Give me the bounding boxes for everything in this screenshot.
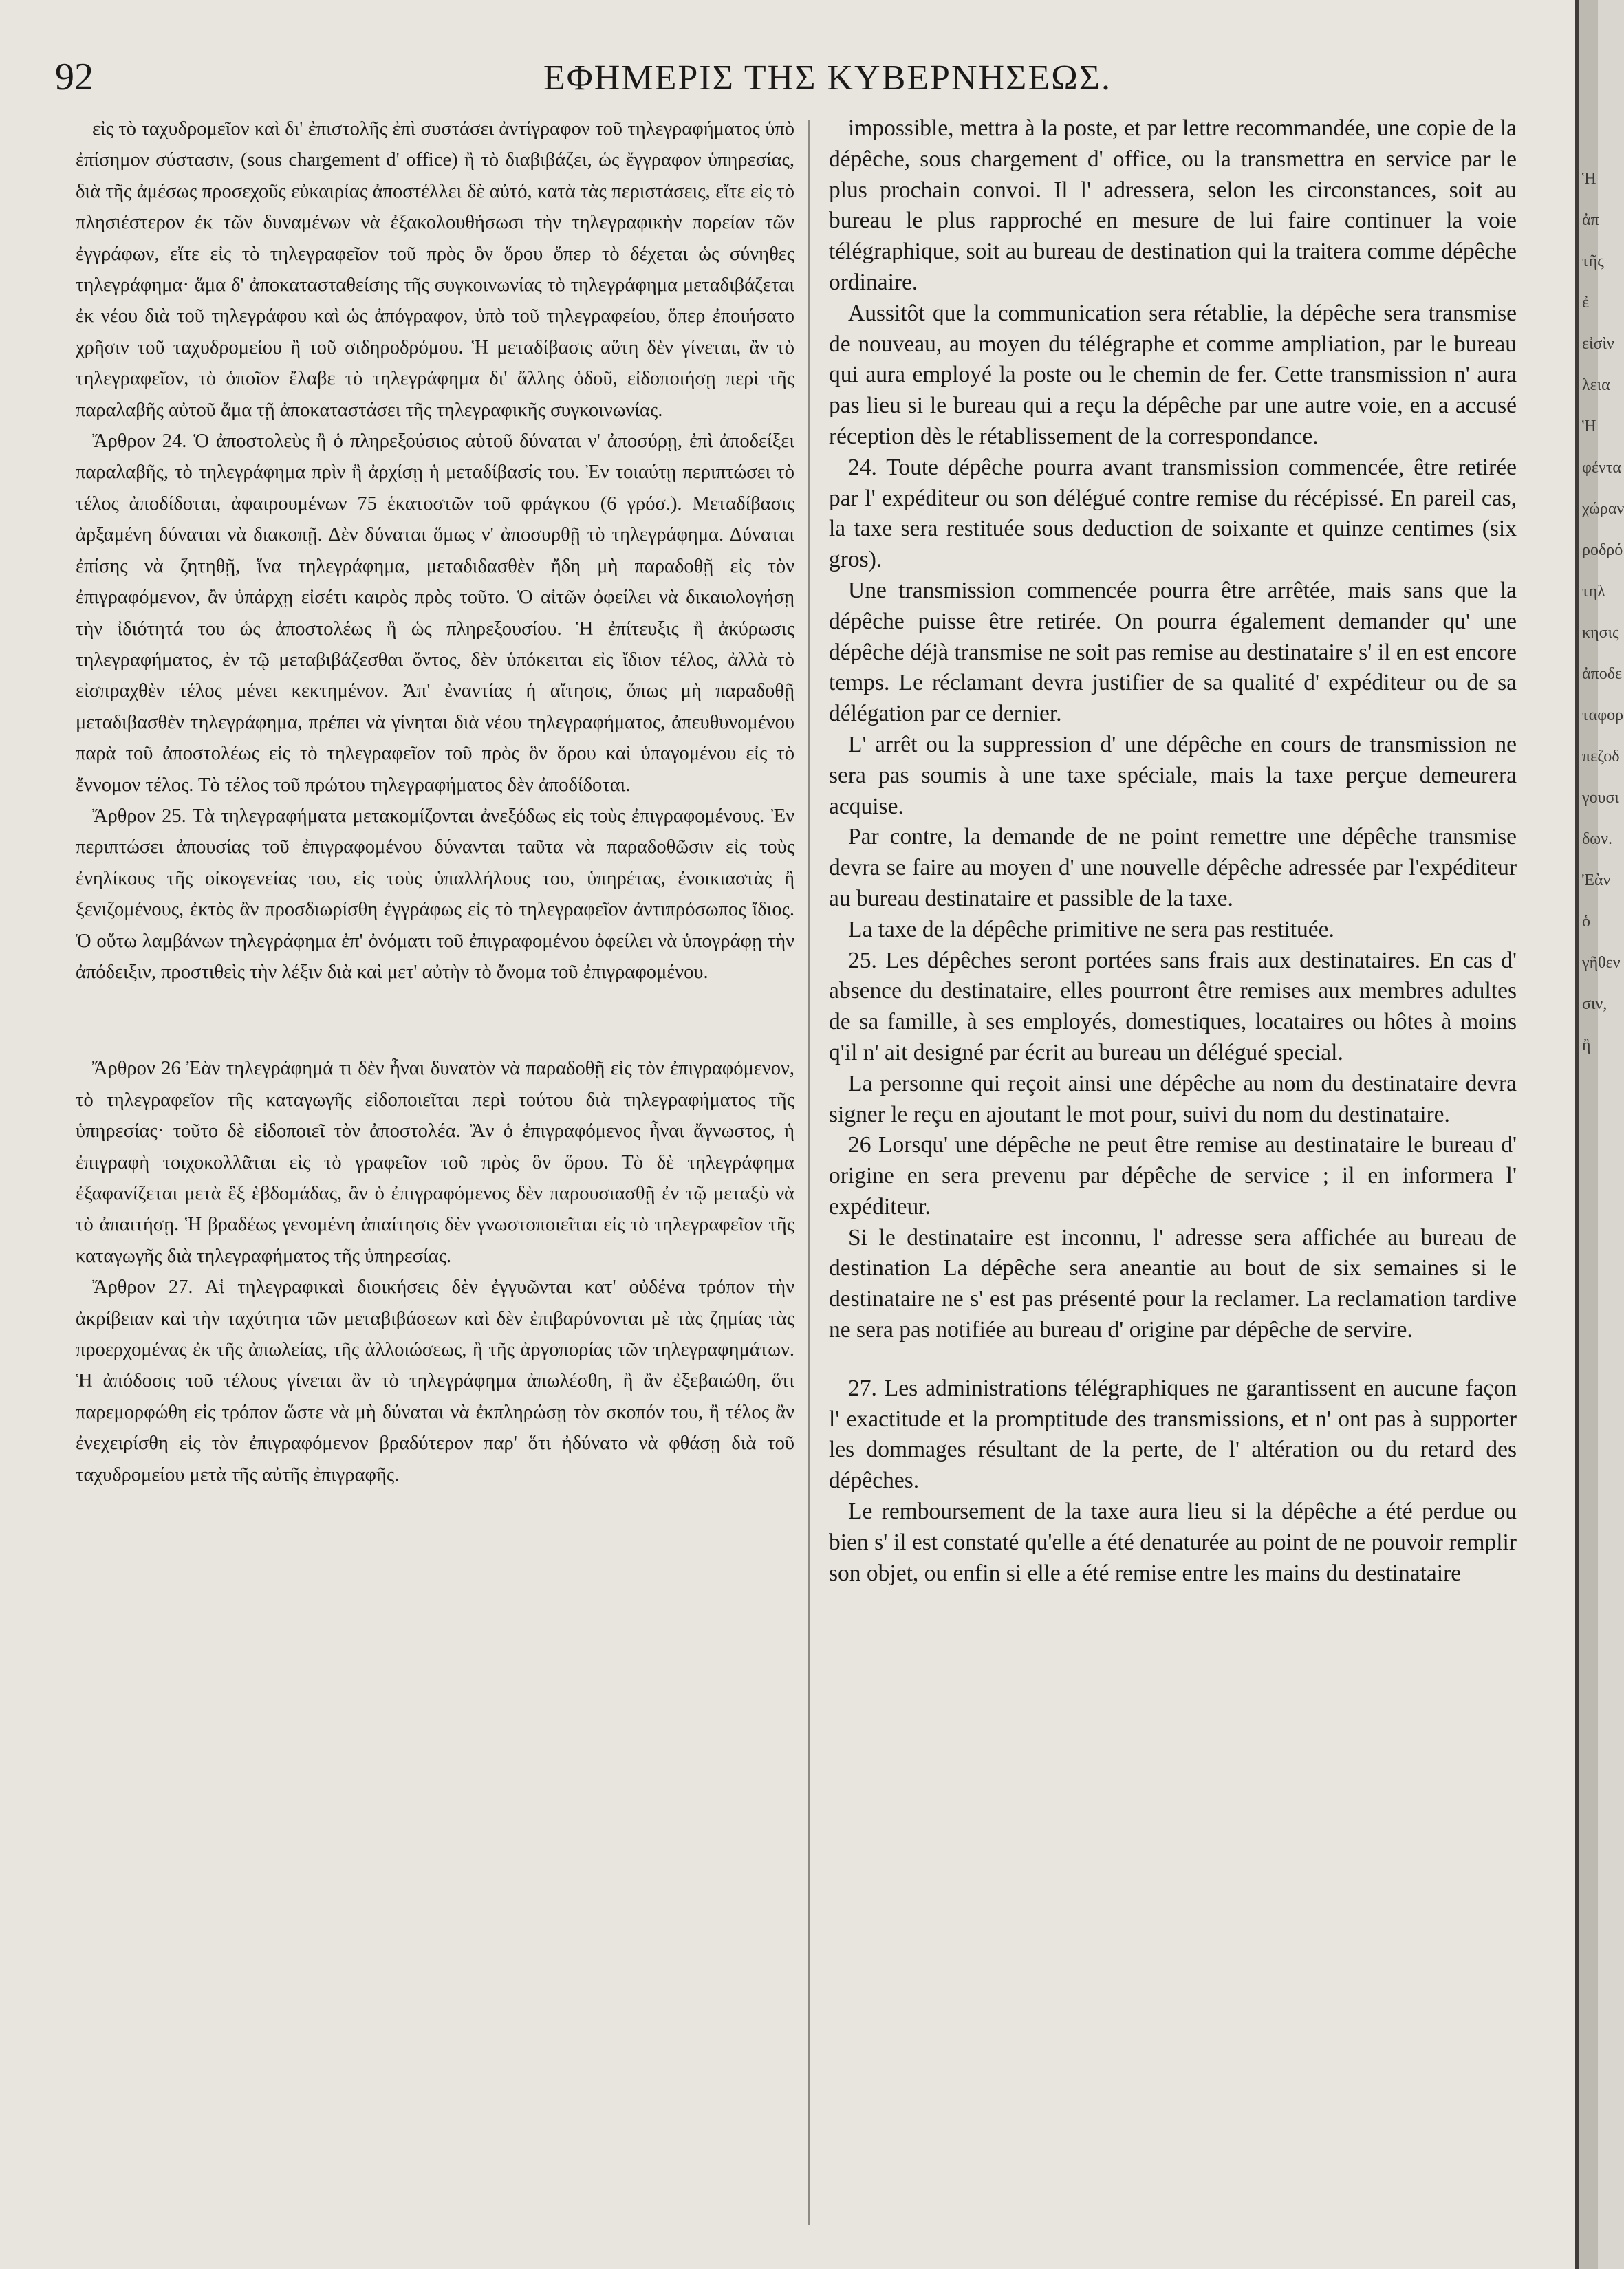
- french-paragraph-continuation: impossible, mettra à la poste, et par lettre recommandée, une copie de la dépêche, sous chargement d' office, ou la transmettra en service par le plus prochain convoi. Il l' adressera, selon les circonstances, soit au bureau le plus rapproché en mesure de lui faire continuer la voie télégraphique, soit au bureau de destination qui la traitera comme dépêche ordinaire.: [829, 116, 1517, 295]
- greek-article-25: Ἄρθρον 25. Τὰ τηλεγραφήματα μετακομίζονται ἀνεξόδως εἰς τοὺς ἐπιγραφομένους. Ἐν περιπτώσει ἀπουσίας τοῦ ἐπιγραφομένου δύνανται ταῦτα νὰ παραδοθῶσιν εἰς τοὺς ἐνηλίκους τῆς οἰκογενείας του, εἰς τοὺς ὑπαλλήλους του, ὑπηρέτας, ἐνοικιαστὰς ἢ ξενιζομένους, ἐκτὸς ἂν προσδιωρίσθη ἐγγράφως εἰς τὸ τηλεγραφεῖον ἀντιπρόσωπος ἴδιος. Ὁ οὕτω λαμβάνων τηλεγράφημα ἐπ' ὀνόματι τοῦ ἐπιγραφομένου ὀφείλει νὰ ὑπογράφῃ τὴν ἀπόδειξιν, προστιθεὶς τὴν λέξιν διὰ καὶ μετ' αὐτὴν τὸ ὄνομα τοῦ ἐπιγραφομένου.: [76, 805, 794, 983]
- neighbor-line: πεζοδ: [1582, 748, 1620, 766]
- greek-article-27: Ἄρθρον 27. Αἱ τηλεγραφικαὶ διοικήσεις δὲν ἐγγυῶνται κατ' οὐδένα τρόπον τὴν ἀκρίβειαν καὶ τὴν ταχύτητα τῶν μεταβιβάσεων καὶ δὲν ἐπιβαρύνονται μὲ τὰς ζημίας τὰς προερχομένας ἐκ τῆς ἀπωλείας, τῆς ἀλλοιώσεως, ἢ τῆς ἀργοπορίας τῶν τηλεγραφημάτων. Ἡ ἀπόδοσις τοῦ τέλους γίνεται ἂν τὸ τηλεγράφημα ἀπωλέσθη, ἢ ἂν ἐξεβαιώθη, ὅτι παρεμορφώθη εἰς τρόπον ὥστε νὰ μὴ δύναται νὰ ἐκπληρώσῃ τὸν σκοπόν του, ἢ τέλος ἂν ἐνεχειρίσθη εἰς τὸν ἐπιγραφόμενον βραδύτερον παρ' ὅτι ἠδύνατο νὰ φθάσῃ διὰ τοῦ ταχυδρομείου μετὰ τῆς αὐτῆς ἐπιγραφῆς.: [76, 1277, 794, 1486]
- french-paragraph: Le remboursement de la taxe aura lieu si la dépêche a été perdue ou bien s' il est constaté qu'elle a été denaturée au point de ne pouvoir remplir son objet, ou enfin si elle a été remise entre les mains du destinataire: [829, 1499, 1517, 1586]
- column-gap: [829, 1346, 1517, 1374]
- greek-article-26: Ἄρθρον 26 Ἐὰν τηλεγράφημά τι δὲν ἦναι δυνατὸν νὰ παραδοθῇ εἰς τὸν ἐπιγραφόμενον, τὸ τηλεγραφεῖον τῆς καταγωγῆς εἰδοποιεῖται περὶ τούτου διὰ τηλεγραφήματος τῆς ὑπηρεσίας· τοῦτο δὲ εἰδοποιεῖ τὸν ἀποστολέα. Ἂν ὁ ἐπιγραφόμενος ἦναι ἄγνωστος, ἡ ἐπιγραφὴ τοιχοκολλᾶται εἰς τὸ γραφεῖον τοῦ πρὸς ὃν ὅρου. Τὸ δὲ τηλεγράφημα ἐξαφανίζεται μετὰ ἓξ ἑβδομάδας, ἂν ὁ ἐπιγραφόμενος δὲν παρουσιασθῇ ἐν τῷ μεταξὺ νὰ τὸ ἀπαιτήσῃ. Ἡ βραδέως γενομένη ἀπαίτησις δὲν γνωστοποιεῖται εἰς τὸ τηλεγραφεῖον τῆς καταγωγῆς διὰ τηλεγραφήματος τῆς ὑπηρεσίας.: [76, 1058, 794, 1267]
- french-paragraph: Par contre, la demande de ne point remettre une dépêche transmise devra se faire au moyen d' une nouvelle dépêche adressée par l'expéditeur au bureau destinataire et passible de la taxe.: [829, 824, 1517, 911]
- running-title: ΕΦΗΜΕΡΙΣ ΤΗΣ ΚΥΒΕΡΝΗΣΕΩΣ.: [543, 58, 1112, 98]
- neighbor-line: ἀποδε: [1582, 665, 1623, 683]
- neighbor-line: σιν, ἢ: [1582, 995, 1607, 1054]
- greek-article-24: Ἄρθρον 24. Ὁ ἀποστολεὺς ἢ ὁ πληρεξούσιος αὐτοῦ δύναται ν' ἀποσύρῃ, ἐπὶ ἀποδείξει παραλαβῆς, τὸ τηλεγράφημα πρὶν ἢ ἀρχίσῃ ἡ μεταδίβασίς του. Ἐν τοιαύτῃ περιπτώσει τὸ τέλος ἀποδίδοται, ἀφαιρουμένων 75 ἑκατοστῶν τοῦ φράγκου (6 γρόσ.). Μεταδίβασις ἀρξαμένη δύναται νὰ διακοπῇ. Δὲν δύναται ὅμως ν' ἀποσυρθῇ τὸ τηλεγράφημα. Δύναται ἐπίσης νὰ ζητηθῇ, ἵνα τηλεγράφημα, μεταδιδασθὲν ἤδη μὴ παραδοθῇ εἰς τὸν ἐπιγραφόμενον, ἂν ὑπάρχῃ εἰσέτι καιρὸς πρὸς τοῦτο. Ὁ αἰτῶν ὀφείλει νὰ δικαιολογήσῃ τὴν ἰδιότητά του ὡς ἀποστολέως ἢ ὡς πληρεξουσίου. Ἡ ἐπίτευξις ἢ ἀκύρωσις τηλεγραφήματος, ἐν τῷ μεταβιβάζεσθαι ὄντος, δὲν ὑπόκειται εἰς ἴδιον τέλος, ἀλλὰ τὸ εἰσπραχθὲν τέλος μένει κεκτημένον. Ἀπ' ἐναντίας ἡ αἴτησις, ὅπως μὴ παραδοθῇ μεταδιβασθὲν τηλεγράφημα, πρέπει νὰ γίνηται διὰ νέου τηλεγραφήματος, ἀπευθυνομένου παρὰ τοῦ ἀποστολέως εἰς τὸ τηλεγραφεῖον τοῦ πρὸς ὃν ὅρου καὶ ὑπαγομένου εἰς τὸ ἔννομον τέλος. Τὸ τέλος τοῦ πρώτου τηλεγραφήματος δὲν ἀποδίδοται.: [76, 431, 794, 796]
- column-gap: [76, 988, 794, 1053]
- french-column: [829, 113, 1517, 2239]
- french-paragraph: La personne qui reçoit ainsi une dépêche au nom du destinataire devra signer le reçu en ajoutant le mot pour, suivi du nom du destinataire.: [829, 1070, 1517, 1127]
- french-article-24: 24. Toute dépêche pourra avant transmission commencée, être retirée par l' expéditeur ou son délégué contre remise du récépissé. En pareil cas, la taxe sera restituée sous deduction de soixante et quinze centimes (six gros).: [829, 454, 1517, 573]
- page-number: 92: [55, 56, 94, 98]
- neighbor-line: Ἡ ἀπ: [1582, 170, 1599, 229]
- page-header: [0, 48, 1575, 124]
- neighbor-line: φέντα: [1582, 459, 1621, 477]
- french-paragraph: Aussitôt que la communication sera rétablie, la dépêche sera transmise de nouveau, au moyen du télégraphe et comme ampliation, par le bureau qui aura employé la poste ou le chemin de fer. Cette transmission n' aura pas lieu si le bureau qui a reçu la dépêche par une autre voie, en a accusé réception dès le rétablissement de la correspondance.: [829, 300, 1517, 449]
- neighbor-line: χώραν: [1582, 500, 1624, 518]
- french-article-26: 26 Lorsqu' une dépêche ne peut être remise au destinataire le bureau d' origine en sera prevenu par dépêche de service ; il en informera l' expéditeur.: [829, 1132, 1517, 1219]
- neighbor-line: ταφορ: [1582, 706, 1624, 724]
- neighbor-line: γῆθεν: [1582, 954, 1621, 972]
- greek-column: [76, 113, 794, 2239]
- neighbor-line: δων.: [1582, 830, 1612, 848]
- column-divider: [808, 120, 810, 2225]
- neighbor-line: κησις: [1582, 624, 1619, 642]
- french-article-25: 25. Les dépêches seront portées sans frais aux destinataires. En cas d' absence du destinataire, elles pourront être remises aux membres adultes de sa famille, à ses employés, domestiques, locataires ou hôtes à moins q'il n' ait designé par écrit au bureau un délégué special.: [829, 947, 1517, 1065]
- french-paragraph: La taxe de la dépêche primitive ne sera pas restituée.: [848, 916, 1334, 942]
- french-paragraph: Une transmission commencée pourra être arrêtée, mais sans que la dépêche puisse être retirée. On pourra également demander qu' une dépêche déjà transmise ne soit pas remise au destinataire s' il en est encore temps. Le réclamant devra justifier de sa qualité d' expéditeur ou de sa délégation par ce dernier.: [829, 577, 1517, 727]
- binding-shadow: [1575, 0, 1579, 2269]
- neighbor-line: ροδρό: [1582, 541, 1623, 559]
- neighbor-page-edge: [1575, 0, 1624, 2269]
- neighbor-line: τηλ: [1582, 583, 1605, 600]
- greek-paragraph-continuation: εἰς τὸ ταχυδρομεῖον καὶ δι' ἐπιστολῆς ἐπὶ συστάσει ἀντίγραφον τοῦ τηλεγραφήματος ὑπὸ ἐπίσημον σύστασιν, (sous chargement d' office) ἢ τὸ διαβιβάζει, ὡς ἔγγραφον ὑπηρεσίας, διὰ τῆς ἀμέσως προσεχοῦς εὐκαιρίας ἀποστέλλει δὲ αὐτό, κατὰ τὰς περιστάσεις, εἴτε εἰς τὸ πλησιέστερον ἐκ τῶν δυναμένων νὰ ἐξακολουθήσωσι τὴν τηλεγραφικὴν πορείαν τῶν ἐγγράφων, εἴτε εἰς τὸ τηλεγραφεῖον τοῦ πρὸς ὃν ὅρου ὅπερ τὸ δέχεται ὡς σύνηθες τηλεγράφημα· ἅμα δ' ἀποκατασταθείσης τῆς συγκοινωνίας τὸ τηλεγράφημα μεταδιβάζεται ἐκ νέου διὰ τοῦ τηλεγράφου καὶ ὡς ἀπόγραφον, ὑπὸ τοῦ τηλεγραφείου, ὅπερ ἐποιήσατο χρῆσιν τοῦ ταχυδρομείου ἢ τοῦ σιδηροδρόμου. Ἡ μεταδίβασις αὕτη δὲν γίνεται, ἂν τὸ τηλεγραφεῖον, τὸ ὁποῖον ἔλαβε τὸ τηλεγράφημα δι' ἄλλης ὁδοῦ, εἰδοποιήσῃ περὶ τῆς παραλαβῆς αὐτοῦ ἅμα τῇ ἀποκαταστάσει τῆς τηλεγραφικῆς συγκοινωνίας.: [76, 118, 794, 421]
- french-paragraph: Si le destinataire est inconnu, l' adresse sera affichée au bureau de destination La dépêche sera aneantie au bout de six semaines si le destinataire ne s' est pas présenté pour la reclamer. La reclamation tardive ne sera pas notifiée au bureau d' origine par dépêche de servire.: [829, 1224, 1517, 1343]
- neighbor-line: τῆς ἐ: [1582, 252, 1604, 312]
- neighbor-line: λεια: [1582, 376, 1610, 394]
- neighbor-line: γουσι: [1582, 789, 1619, 807]
- neighbor-line: Ἐὰν ὁ: [1582, 871, 1611, 931]
- french-paragraph: L' arrêt ou la suppression d' une dépêche en cours de transmission ne sera pas soumis à une taxe spéciale, mais la taxe perçue demeurera acquise.: [829, 731, 1517, 819]
- neighbor-line: εἰσὶν: [1582, 335, 1614, 353]
- french-article-27: 27. Les administrations télégraphiques ne garantissent en aucune façon l' exactitude et la promptitude des transmissions, et n' ont pas à supporter les dommages résultant de la perte, de l' altération ou du retard des dépêches.: [829, 1375, 1517, 1494]
- neighbor-page-text: [1582, 158, 1624, 1066]
- neighbor-line: Ἡ: [1582, 417, 1596, 435]
